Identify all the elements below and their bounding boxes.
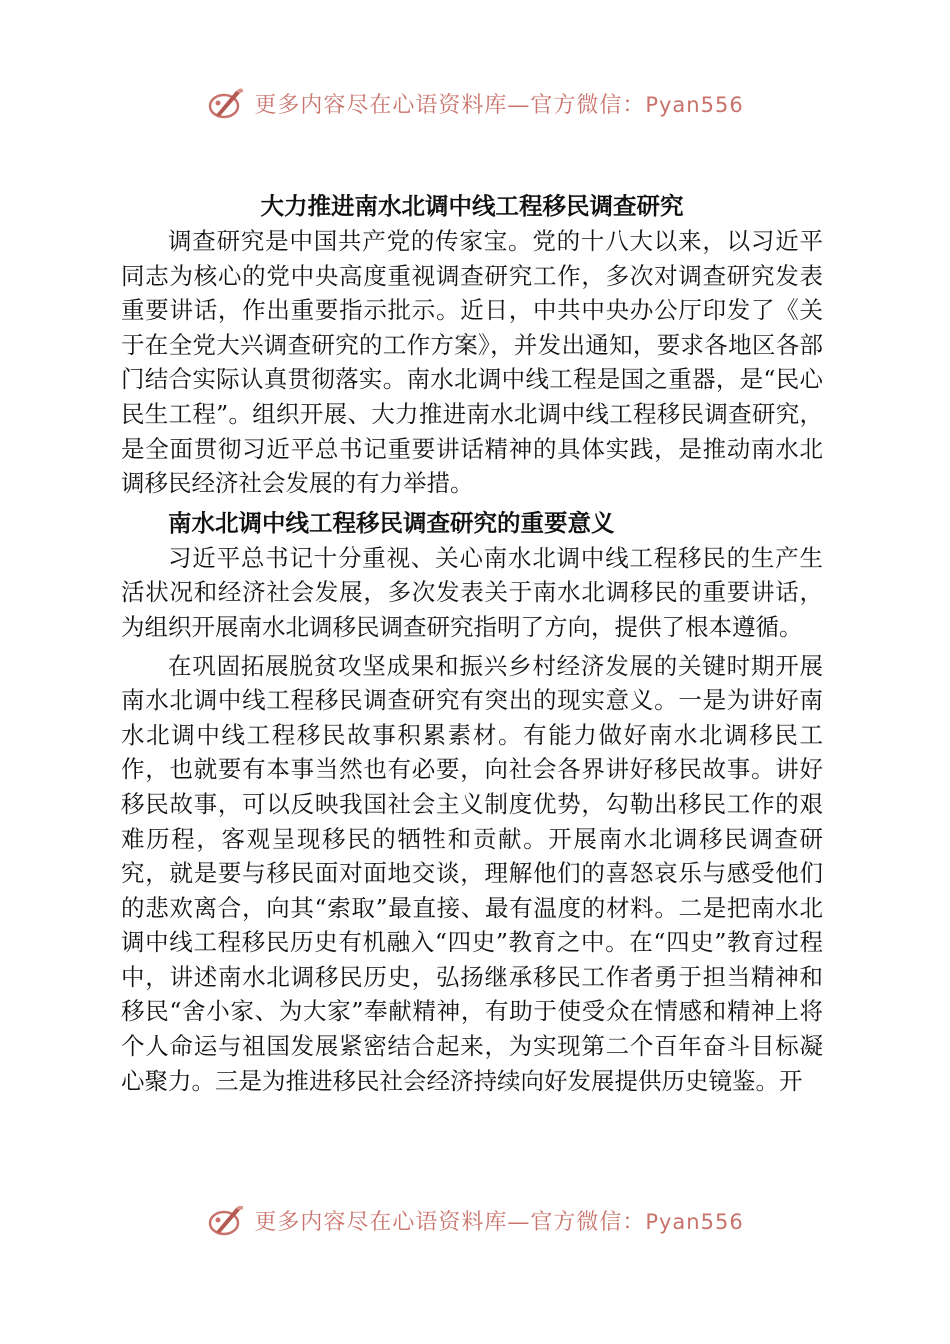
paragraph-practical-meaning: 在巩固拓展脱贫攻坚成果和振兴乡村经济发展的关键时期开展南水北调中线工程移民调查研究有突出的现实意义。一是为讲好南水北调中线工程移民故事积累素材。有能力做好南水北调移民工作，也就要有本事当然也有必要，向社会各界讲好移民故事。讲好移民故事，可以反映我国社会主义制度优势，勾勒出移民工作的艰难历程，客观呈现移民的牺牲和贡献。开展南水北调移民调查研究，就是要与移民面对面地交谈，理解他们的喜怒哀乐与感受他们的悲欢离合，向其“索取”最直接、最有温度的材料。二是把南水北调中线工程移民历史有机融入“四史”教育之中。在“四史”教育过程中，讲述南水北调移民历史，弘扬继承移民工作者勇于担当精神和移民“舍小家、为大家”奉献精神，有助于使受众在情感和精神上将个人命运与祖国发展紧密结合起来，为实现第二个百年奋斗目标凝心聚力。三是为推进移民社会经济持续向好发展提供历史镜鉴。开 [121, 651, 823, 1095]
paragraph-significance: 习近平总书记十分重视、关心南水北调中线工程移民的生产生活状况和经济社会发展，多次发表关于南水北调移民的重要讲话，为组织开展南水北调移民调查研究指明了方向，提供了根本遵循。 [121, 543, 823, 641]
page-header-watermark [0, 78, 950, 128]
page-footer-watermark [0, 1206, 950, 1246]
paragraph-intro: 调查研究是中国共产党的传家宝。党的十八大以来，以习近平同志为核心的党中央高度重视调查研究工作，多次对调查研究发表重要讲话，作出重要指示批示。近日，中共中央办公厅印发了《关于在全党大兴调查研究的工作方案》，并发出通知，要求各地区各部门结合实际认真贯彻落实。南水北调中线工程是国之重器，是“民心民生工程”。组织开展、大力推进南水北调中线工程移民调查研究，是全面贯彻习近平总书记重要讲话精神的具体实践，是推动南水北调移民经济社会发展的有力举措。 [121, 227, 823, 498]
quill-pen-logo-icon [206, 83, 246, 123]
header-watermark-text: 更多内容尽在心语资料库—官方微信：Pyan556 [254, 92, 744, 118]
quill-pen-logo-icon [206, 1206, 246, 1240]
document-title: 大力推进南水北调中线工程移民调查研究 [260, 192, 684, 220]
footer-watermark-text: 更多内容尽在心语资料库—官方微信：Pyan556 [254, 1209, 744, 1235]
section-heading: 南水北调中线工程移民调查研究的重要意义 [168, 508, 615, 537]
document-body [121, 189, 823, 1098]
